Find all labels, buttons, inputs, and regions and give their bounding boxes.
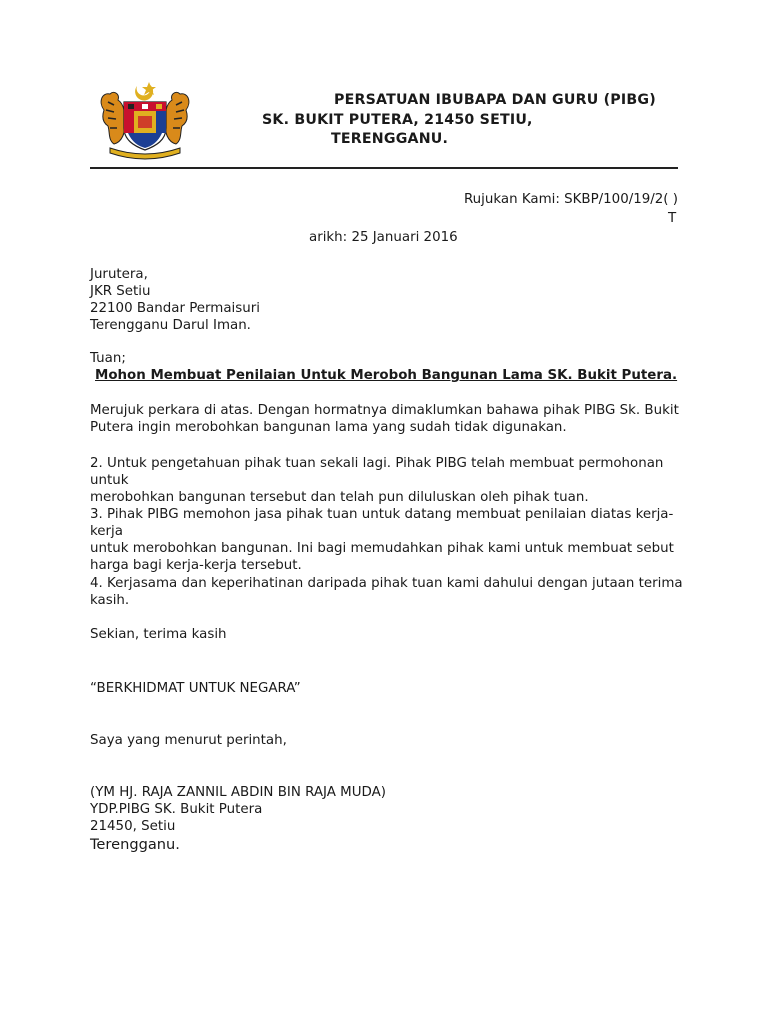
paragraph-line: Merujuk perkara di atas. Dengan hormatnya dimaklumkan bahawa pihak PIBG Sk. Bukit	[90, 403, 679, 418]
org-address: SK. BUKIT PUTERA, 21450 SETIU,	[262, 112, 533, 128]
paragraph-line: 4. Kerjasama dan keperihatinan daripada pihak tuan kami dahului dengan jutaan terima	[90, 576, 683, 591]
paragraph-line: untuk merobohkan bangunan. Ini bagi memudahkan pihak kami untuk membuat sebut	[90, 541, 674, 556]
org-state: TERENGGANU.	[331, 131, 449, 147]
date-prefix-char: T	[668, 211, 677, 226]
signatory-title: YDP.PIBG SK. Bukit Putera	[90, 802, 263, 817]
body-paragraph	[90, 506, 690, 574]
signoff: Saya yang menurut perintah,	[90, 733, 287, 748]
recipient-line: 22100 Bandar Permaisuri	[90, 301, 260, 316]
signatory-postcode: 21450, Setiu	[90, 819, 176, 834]
body-paragraph	[90, 455, 690, 506]
paragraph-line: kasih.	[90, 593, 130, 608]
reference-number: Rujukan Kami: SKBP/100/19/2( )	[463, 192, 678, 207]
recipient-line: JKR Setiu	[90, 284, 151, 299]
motto: “BERKHIDMAT UNTUK NEGARA”	[90, 681, 301, 696]
paragraph-line: 2. Untuk pengetahuan pihak tuan sekali lagi. Pihak PIBG telah membuat permohonan untuk	[90, 456, 664, 488]
paragraph-line: merobohkan bangunan tersebut dan telah pun diluluskan oleh pihak tuan.	[90, 490, 589, 505]
signatory-state: Terengganu.	[90, 836, 180, 853]
signatory-name: (YM HJ. RAJA ZANNIL ABDIN BIN RAJA MUDA)	[90, 785, 386, 800]
letter-date: arikh: 25 Januari 2016	[309, 230, 458, 245]
subject-line: Mohon Membuat Penilaian Untuk Meroboh Bangunan Lama SK. Bukit Putera.	[95, 368, 678, 383]
salutation: Tuan;	[90, 351, 126, 366]
recipient-line: Terengganu Darul Iman.	[90, 318, 251, 333]
signature-block	[90, 784, 690, 853]
coat-of-arms-logo	[96, 80, 194, 160]
paragraph-line: 3. Pihak PIBG memohon jasa pihak tuan untuk datang membuat penilaian diatas kerja-kerja	[90, 507, 674, 539]
paragraph-line: Putera ingin merobohkan bangunan lama yang sudah tidak digunakan.	[90, 420, 567, 435]
header-divider	[90, 167, 678, 169]
closing-text: Sekian, terima kasih	[90, 627, 227, 642]
paragraph-line: harga bagi kerja-kerja tersebut.	[90, 558, 302, 573]
org-name: PERSATUAN IBUBAPA DAN GURU (PIBG)	[334, 92, 656, 108]
body-paragraph	[90, 575, 690, 609]
body-paragraph	[90, 402, 690, 436]
recipient-address	[90, 266, 690, 334]
recipient-line: Jurutera,	[90, 267, 148, 282]
